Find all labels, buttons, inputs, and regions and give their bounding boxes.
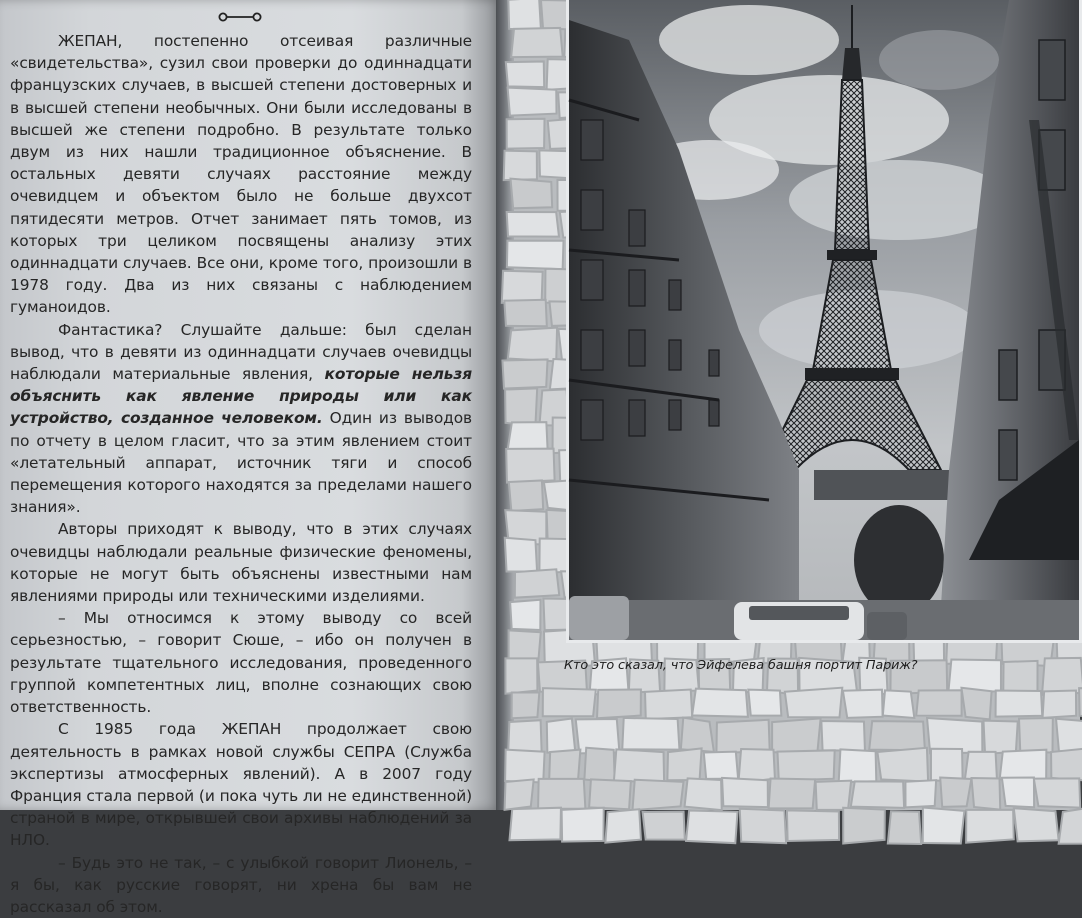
stone-tile xyxy=(704,752,738,779)
stone-tile xyxy=(851,781,904,808)
stone-tile xyxy=(740,809,786,844)
stone-tile xyxy=(589,779,631,809)
stone-tile xyxy=(996,691,1043,717)
stone-tile xyxy=(515,569,559,597)
stone-tile xyxy=(614,749,664,781)
stone-tile xyxy=(506,449,554,483)
stone-tile xyxy=(504,151,537,180)
stone-tile xyxy=(888,811,921,844)
paragraph-5: С 1985 года ЖЕПАН продолжает свою деятельность в рамках новой службы СЕПРА (Служба экспертизы атмосферных явлений). А в 2007 году Франция стала первой (и пока чуть ли не единственной) страной в мире, открывшей свои архивы наблюдений за НЛО. xyxy=(10,720,472,850)
stone-tile xyxy=(769,779,815,809)
stone-tile xyxy=(509,480,543,511)
paragraph-4: – Мы относимся к этому выводу со всей серьезностью, – говорит Сюше, – ибо он получен в результате тщательного исследования, проведенного группой компетентных лиц, вполне сознающих свою ответственность. xyxy=(10,609,472,717)
right-page xyxy=(514,0,1080,810)
stone-tile xyxy=(1043,691,1077,718)
stone-tile xyxy=(508,88,557,116)
stone-tile xyxy=(538,779,585,809)
stone-tile xyxy=(505,779,534,809)
paragraph-2 xyxy=(10,319,472,519)
stone-tile xyxy=(869,721,925,750)
stone-tile xyxy=(509,808,560,841)
left-page xyxy=(0,0,502,916)
stone-tile xyxy=(505,750,545,783)
stone-tile xyxy=(1059,808,1082,844)
stone-tile xyxy=(547,719,575,753)
stone-tile xyxy=(748,690,781,716)
stone-tile xyxy=(643,812,685,840)
stone-tile xyxy=(923,808,965,844)
stone-tile xyxy=(1051,748,1082,782)
stone-tile xyxy=(562,808,604,842)
stone-tile xyxy=(507,241,564,269)
stone-tile xyxy=(597,689,641,718)
stone-tile xyxy=(681,718,714,752)
eiffel-tower-photo-image xyxy=(569,0,1079,640)
stone-tile xyxy=(508,720,541,751)
ornament-icon xyxy=(218,10,262,24)
stone-tile xyxy=(505,388,537,425)
stone-tile xyxy=(905,780,936,807)
stone-tile xyxy=(507,119,545,149)
stone-tile xyxy=(508,328,557,362)
stone-tile xyxy=(940,778,971,807)
stone-tile xyxy=(931,749,963,782)
body-text xyxy=(10,30,472,918)
paragraph-6: – Будь это не так, – с улыбкой говорит Лионель, – я бы, как русские говорят, ни хрена бы вам не рассказал об этом. xyxy=(10,853,472,916)
stone-tile xyxy=(511,179,553,209)
stone-tile xyxy=(772,718,821,754)
stone-tile xyxy=(877,748,928,782)
stone-tile xyxy=(916,690,961,715)
stone-tile xyxy=(983,721,1017,754)
stone-tile xyxy=(1000,750,1047,780)
stone-tile xyxy=(966,810,1014,843)
paragraph-2-end: Один из выводов по отчету в целом гласит, что за этим явлением стоит «летательный аппарат, источник тяги и способ перемещения которого находятся за пределами нашего знания». xyxy=(10,409,472,517)
stone-tile xyxy=(1014,808,1059,841)
stone-tile xyxy=(605,809,641,842)
stone-tile xyxy=(506,61,544,87)
stone-tile xyxy=(722,778,768,807)
stone-tile xyxy=(686,810,737,843)
stone-tile xyxy=(1002,778,1034,808)
stone-tile xyxy=(502,359,547,388)
stone-tile xyxy=(785,688,842,718)
stone-tile xyxy=(787,810,839,841)
stone-tile xyxy=(961,688,991,720)
stone-tile xyxy=(843,690,883,718)
stone-tile xyxy=(645,690,692,720)
stone-tile xyxy=(510,600,540,630)
stone-tile xyxy=(502,271,543,303)
stone-tile xyxy=(843,808,885,844)
stone-tile xyxy=(632,780,683,810)
stone-tile xyxy=(584,748,614,783)
stone-tile xyxy=(972,778,1001,810)
stone-tile xyxy=(716,720,769,753)
paragraph-2-start: Фантастика? Слушайте дальше: был сделан вывод, что в девяти из одиннадцати случаев очевидцы наблюдали материальные явления, xyxy=(10,320,472,384)
stone-tile xyxy=(883,690,915,718)
stone-tile xyxy=(692,689,748,717)
stone-tile xyxy=(505,538,537,572)
stone-tile xyxy=(543,688,596,716)
stone-tile xyxy=(512,692,540,718)
stone-tile xyxy=(667,748,701,780)
photo-caption: Кто это сказал, что Эйфелева башня портит Париж? xyxy=(564,658,918,673)
eiffel-tower-photo xyxy=(566,0,1082,643)
stone-tile xyxy=(839,749,877,782)
paragraph-1: ЖЕПАН, постепенно отсеивая различные «свидетельства», сузил свои проверки до одиннадцати французских случаев, в высшей степени достоверных и в высшей степени необычных. Они были исследованы в высшей же степени подробно. В результате только двум из них нашли традиционное объяснение. В остальных девяти случаях расстояние между очевидцем и объектом было не больше двухсот пятидесяти метров. Отчет занимает пять томов, из которых три целиком посвящены анализу этих одиннадцати случаев. Все они, кроме того, произошли в 1978 году. Два из них связаны с наблюдением гуманоидов. xyxy=(10,32,472,317)
stone-tile xyxy=(511,28,563,57)
stone-tile xyxy=(1034,778,1080,807)
stone-tile xyxy=(505,658,537,693)
stone-tile xyxy=(504,300,546,326)
stone-tile xyxy=(1019,718,1053,752)
paragraph-2-emphasis: которые нельзя объяснить как явление природы или как устройство, созданное человеком. xyxy=(10,365,472,428)
stone-tile xyxy=(685,778,722,810)
stone-tile xyxy=(508,422,548,452)
paragraph-3: Авторы приходят к выводу, что в этих случаях очевидцы наблюдали реальные физические феномены, которые не могут быть объяснены известными нам явлениями природы или техническими изделиями. xyxy=(10,520,472,606)
stone-tile xyxy=(821,721,865,751)
stone-tile xyxy=(508,0,541,30)
stone-tile xyxy=(549,750,580,782)
stone-tile xyxy=(507,212,559,237)
stone-tile xyxy=(777,750,834,780)
stone-tile xyxy=(738,749,774,783)
stone-tile xyxy=(622,718,679,750)
stone-tile xyxy=(816,781,852,810)
